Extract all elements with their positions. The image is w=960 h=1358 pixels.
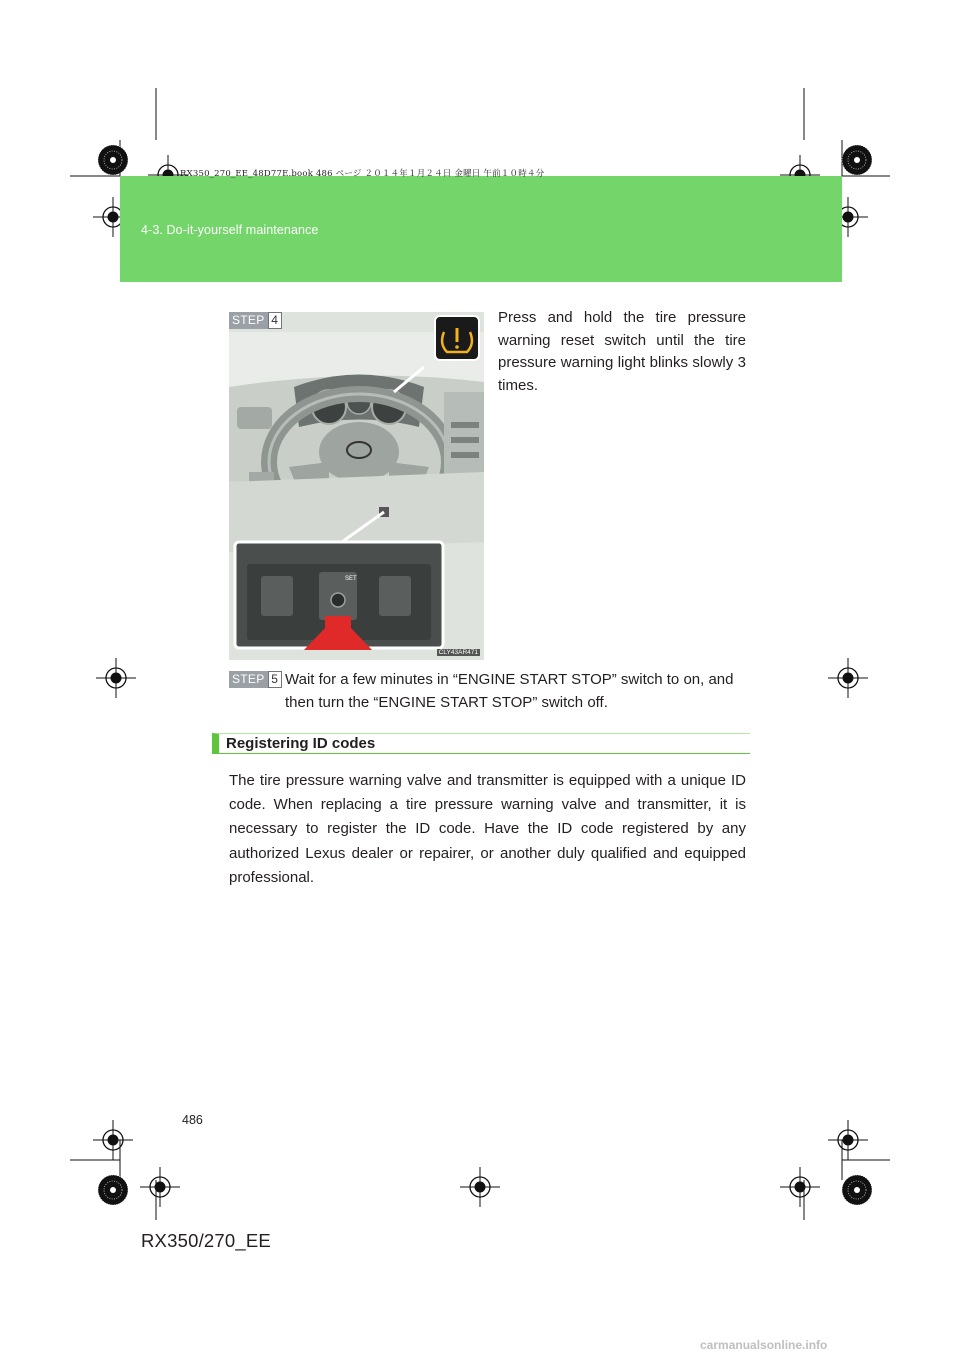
step-word: STEP	[229, 671, 268, 688]
image-code: CLY43AR471	[438, 649, 478, 656]
model-code: RX350/270_EE	[141, 1230, 271, 1251]
step-4-tag	[229, 312, 282, 329]
set-switch-label: SET	[345, 576, 357, 582]
step-5-tag	[229, 671, 282, 688]
step-number: 4	[268, 312, 282, 329]
subheading-text: Registering ID codes	[226, 735, 376, 752]
body-paragraph: The tire pressure warning valve and transmitter is equipped with a unique ID code. When replacing a tire pressure warning valve and transmitter, it is necessary to register the ID code. Have the ID code registered by any authorized Lexus dealer or repairer, or another duly qualified and equipped professional.	[229, 772, 746, 886]
footer-watermark: carmanualsonline.info	[700, 1338, 828, 1352]
dashboard-drawing	[229, 312, 484, 660]
page-number: 486	[182, 1113, 203, 1127]
section-title: 4-3. Do-it-yourself maintenance	[141, 223, 319, 237]
step-number: 5	[268, 671, 282, 688]
step-5-text: Wait for a few minutes in “ENGINE START STOP” switch to on, and then turn the “ENGINE START STOP” switch off.	[285, 671, 734, 711]
dashboard-illustration	[229, 312, 484, 660]
step-word: STEP	[229, 312, 268, 329]
step-4-text: Press and hold the tire pressure warning reset switch until the tire pressure warning light blinks slowly 3 times.	[498, 309, 746, 394]
book-file-info: RX350_270_EE_48D77E.book 486 ページ ２０１４年１月２４日 金曜日 午前１０時４分	[180, 169, 545, 179]
registering-id-codes-heading	[212, 733, 750, 754]
